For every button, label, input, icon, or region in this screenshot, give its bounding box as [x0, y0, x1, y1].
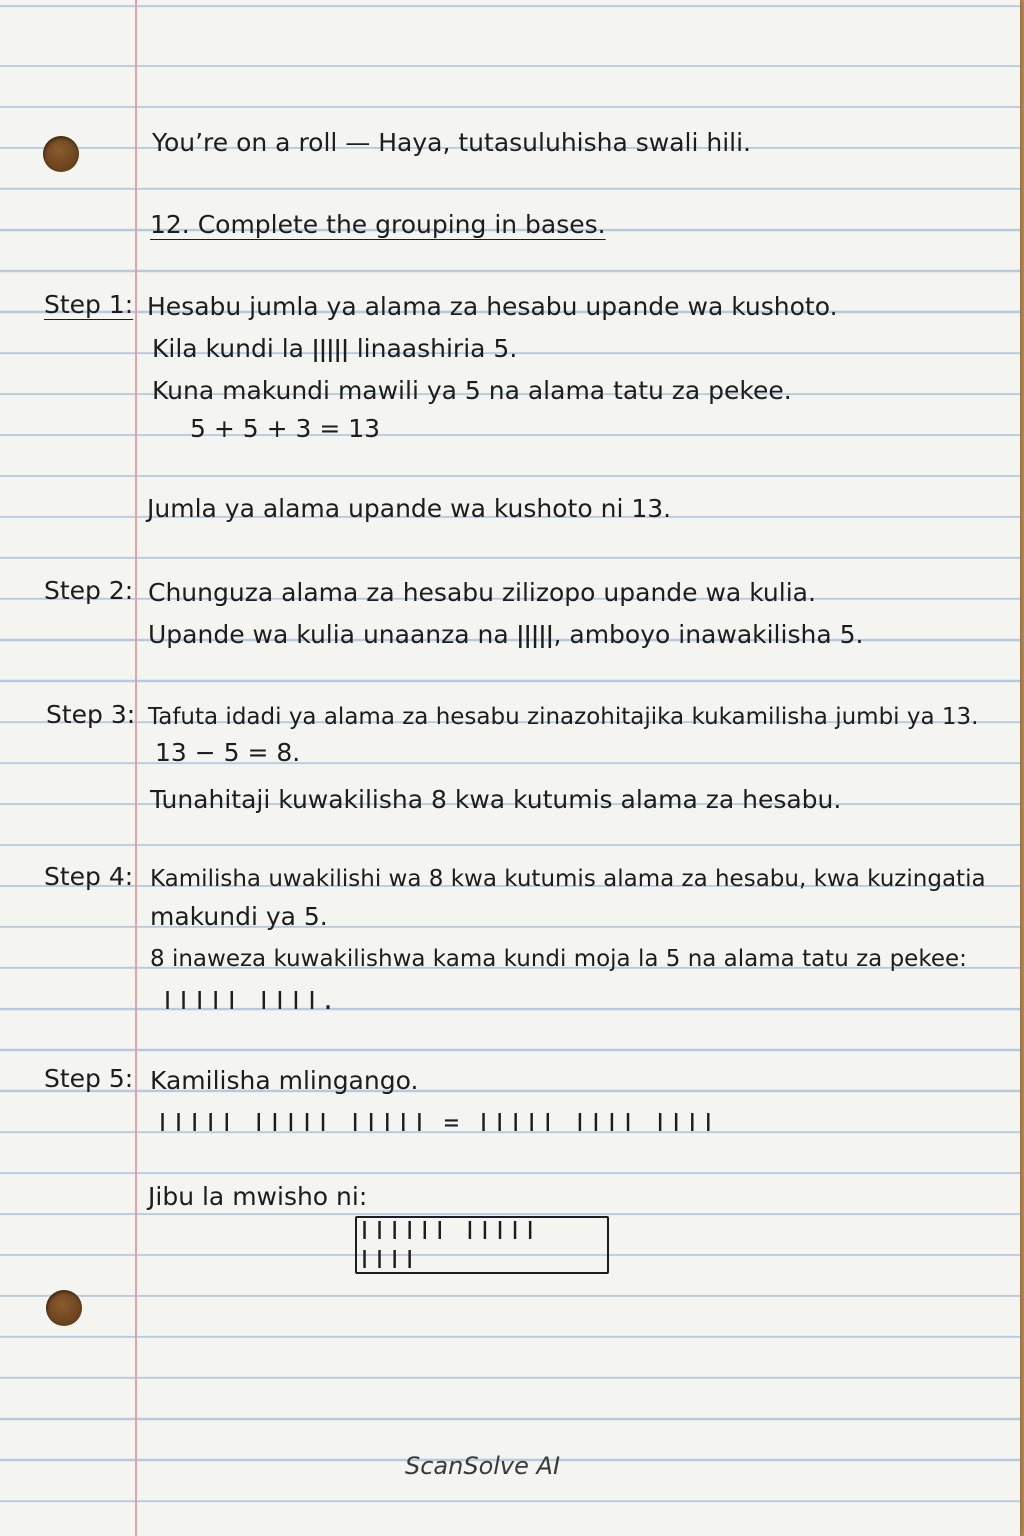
question-title: 12. Complete the grouping in bases.: [150, 210, 606, 239]
step-2-label: Step 2:: [44, 576, 134, 605]
step-1-line-3: Kuna makundi mawili ya 5 na alama tatu za pekee.: [152, 376, 792, 405]
step-3-line-1: Tafuta idadi ya alama za hesabu zinazohitajika kukamilisha jumbi ya 13.: [148, 704, 979, 730]
step-1-line-1: Hesabu jumla ya alama za hesabu upande wa kushoto.: [147, 292, 838, 321]
step-4-line-1: Kamilisha uwakilishi wa 8 kwa kutumis alama za hesabu, kwa kuzingatia: [150, 866, 986, 892]
final-answer-label: Jibu la mwisho ni:: [148, 1182, 368, 1211]
final-answer: ǀǀǀǀǀǀ ǀǀǀǀǀ ǀǀǀǀ: [357, 1216, 538, 1274]
step-5-tally-equation: ǀǀǀǀǀ ǀǀǀǀǀ ǀǀǀǀǀ = ǀǀǀǀǀ ǀǀǀǀ ǀǀǀǀ: [155, 1108, 717, 1137]
step-4-line-3: 8 inaweza kuwakilishwa kama kundi moja la 5 na alama tatu za pekee:: [150, 946, 967, 972]
step-4-line-2: makundi ya 5.: [150, 902, 328, 931]
step-1-summary: Jumla ya alama upande wa kushoto ni 13.: [147, 494, 672, 523]
step-2-line-1: Chunguza alama za hesabu zilizopo upande wa kulia.: [148, 578, 816, 607]
step-1-label: Step 1:: [44, 290, 134, 319]
step-3-line-3: Tunahitaji kuwakilisha 8 kwa kutumis alama za hesabu.: [150, 785, 842, 814]
step-5-line-1: Kamilisha mlingango.: [150, 1066, 419, 1095]
step-1-equation: 5 + 5 + 3 = 13: [190, 414, 381, 443]
step-4-tally: ǀǀǀǀǀ ǀǀǀǀ.: [160, 986, 337, 1015]
step-3-equation: 13 − 5 = 8.: [155, 738, 301, 767]
step-5-label: Step 5:: [44, 1064, 134, 1093]
intro-text: You’re on a roll — Haya, tutasuluhisha swali hili.: [152, 128, 751, 157]
step-4-label: Step 4:: [44, 862, 134, 891]
margin-line: [135, 0, 137, 1536]
final-answer-box: [355, 1216, 609, 1274]
step-1-line-2: Kila kundi la ǀǀǀǀǀ linaashiria 5.: [152, 334, 518, 363]
step-3-label: Step 3:: [46, 700, 136, 729]
punch-hole-top: [43, 136, 79, 172]
footer-watermark: ScanSolve AI: [405, 1452, 561, 1480]
punch-hole-bottom: [46, 1290, 82, 1326]
step-2-line-2: Upande wa kulia unaanza na ǀǀǀǀǀ, amboyo inawakilisha 5.: [148, 620, 864, 649]
